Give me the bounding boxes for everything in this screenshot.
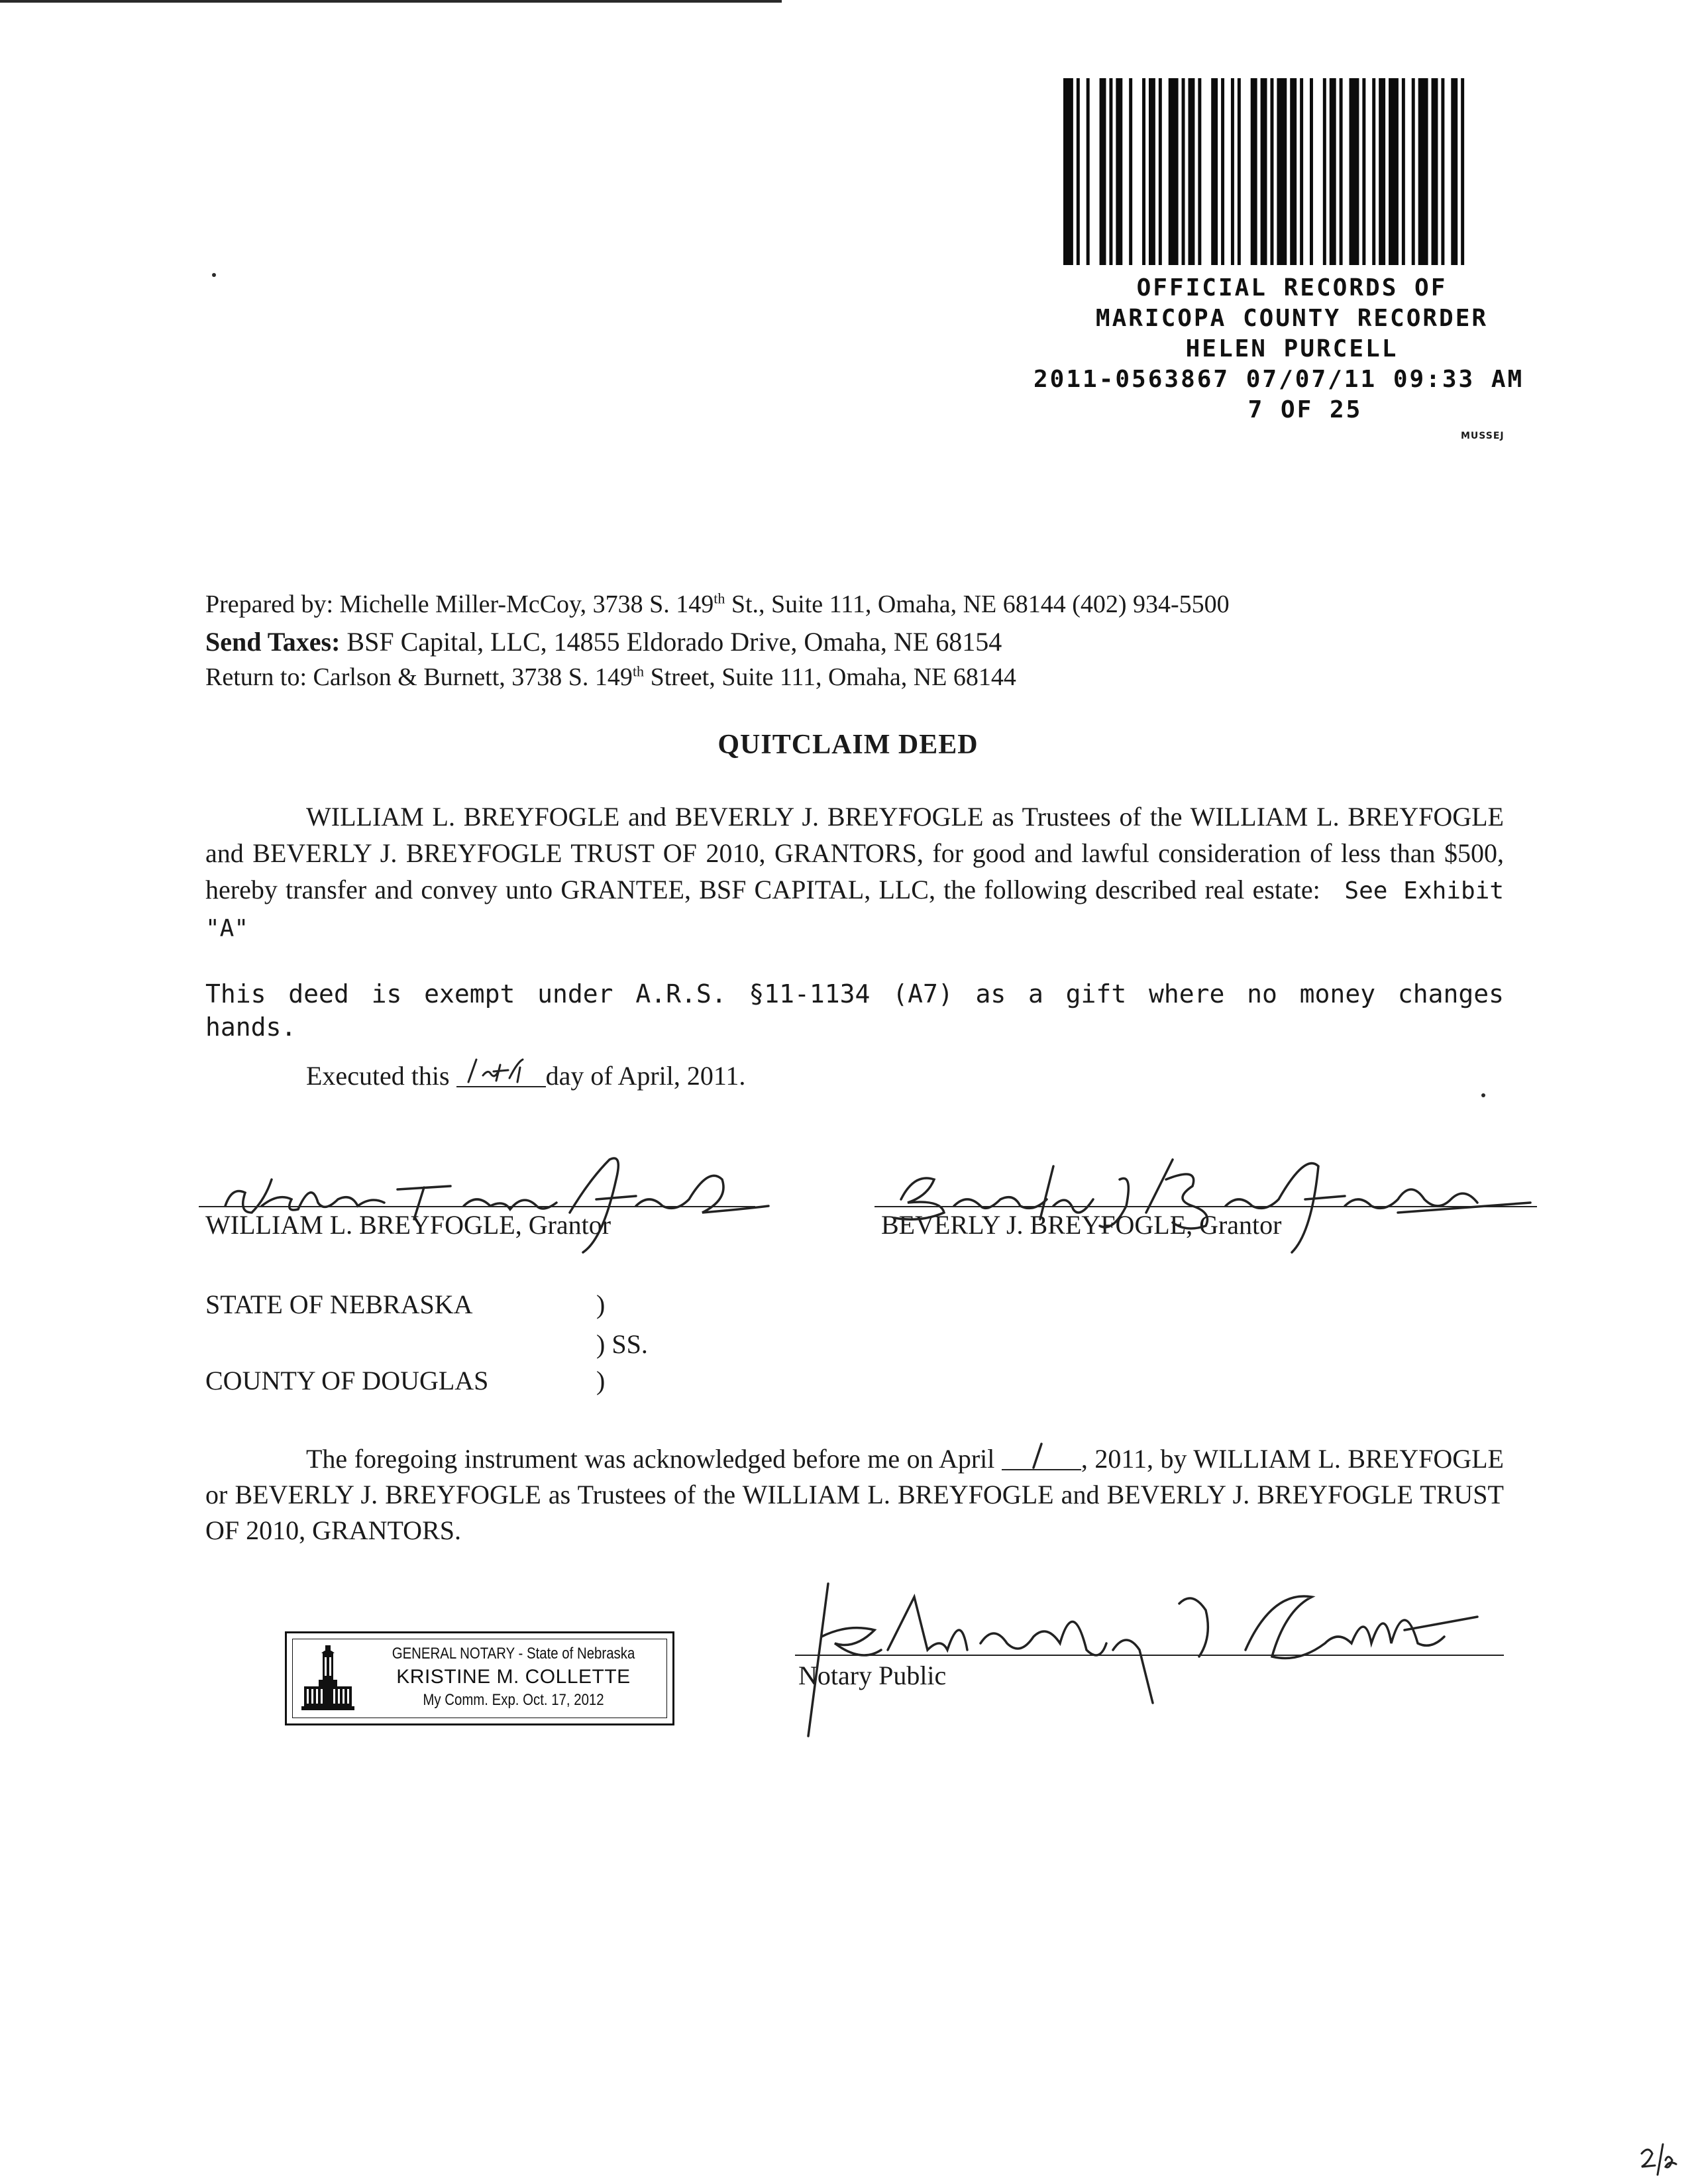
stamp-notary-name: KRISTINE M. COLLETTE (396, 1666, 631, 1688)
ack-day-handwriting (1002, 1439, 1081, 1472)
barcode-bar (1221, 78, 1224, 265)
barcode-bar (1149, 78, 1155, 265)
barcode-bar (1086, 78, 1090, 265)
venue-ss: ) SS. (596, 1329, 648, 1359)
send-taxes-line (205, 626, 1002, 657)
recorder-line-1: OFFICIAL RECORDS OF (1136, 274, 1448, 301)
conveyance-paragraph (205, 798, 1504, 947)
barcode-bar (1077, 78, 1080, 265)
recorder-line-3: HELEN PURCELL (1185, 335, 1399, 362)
exhibit-reference: See Exhibit "A" (205, 877, 1505, 942)
stamp-notary-type: GENERAL NOTARY - State of Nebraska (392, 1645, 635, 1663)
prepared-by-value: Michelle Miller-McCoy, 3738 S. 149th St., Suite 111, Omaha, NE 68144 (402) 934-5500 (339, 590, 1230, 618)
recording-number: 2011-0563867 07/07/11 09:33 AM (1034, 366, 1524, 393)
exemption-statement: This deed is exempt under A.R.S. §11-1134 (A7) as a gift where no money changes hands. (205, 979, 1504, 1042)
send-taxes-value: BSF Capital, LLC, 14855 Eldorado Drive, Omaha, NE 68154 (346, 627, 1002, 657)
prepared-by-label: Prepared by: (205, 590, 334, 618)
barcode-bar (1372, 78, 1375, 265)
barcode-bar (1198, 78, 1201, 265)
barcode-bar (1432, 78, 1438, 265)
barcode (1063, 78, 1474, 265)
scan-speck (212, 273, 216, 277)
return-to-label: Return to: (205, 663, 307, 691)
barcode-bar (1418, 78, 1428, 265)
barcode-bar (1362, 78, 1365, 265)
barcode-bar (1169, 78, 1179, 265)
barcode-bar (1441, 78, 1444, 265)
executed-day-handwriting (456, 1056, 546, 1089)
clerk-code: MUSSEJ (1461, 431, 1505, 441)
barcode-bar (1323, 78, 1326, 265)
notary-public-label: Notary Public (798, 1661, 947, 1690)
barcode-bar (1310, 78, 1313, 265)
barcode-bar (1109, 78, 1112, 265)
barcode-bar (1261, 78, 1267, 265)
barcode-bar (1389, 78, 1399, 265)
barcode-bar (1402, 78, 1405, 265)
barcode-bar (1300, 78, 1303, 265)
barcode-bar (1188, 78, 1194, 265)
barcode-bar (1412, 78, 1415, 265)
barcode-bar (1350, 78, 1359, 265)
barcode-bar (1182, 78, 1185, 265)
barcode-bar (1251, 78, 1257, 265)
stamp-commission-expiry: My Comm. Exp. Oct. 17, 2012 (423, 1691, 604, 1709)
barcode-bar (1211, 78, 1218, 265)
barcode-bar (1461, 78, 1464, 265)
scan-speck (1481, 1093, 1485, 1097)
page-mark-handwriting (1636, 2140, 1683, 2180)
recording-page: 7 OF 25 (1247, 396, 1363, 423)
barcode-bar (1129, 78, 1132, 265)
barcode-bar (1290, 78, 1297, 265)
venue-state: STATE OF NEBRASKA (205, 1289, 473, 1319)
capitol-building-icon (300, 1643, 356, 1716)
barcode-bar (1238, 78, 1241, 265)
barcode-bar (1142, 78, 1145, 265)
barcode-bar (1063, 78, 1073, 265)
notary-signature (782, 1570, 1510, 1743)
prepared-by-line (205, 590, 1230, 619)
grantor2-label: BEVERLY J. BREYFOGLE, Grantor (881, 1210, 1282, 1240)
recorder-block (994, 273, 1590, 425)
barcode-bar (1330, 78, 1336, 265)
venue-paren-bottom: ) (596, 1366, 606, 1395)
return-to-line (205, 663, 1016, 692)
ack-day-blank (1002, 1448, 1081, 1470)
acknowledgment-paragraph (205, 1441, 1504, 1549)
document-title: QUITCLAIM DEED (717, 730, 979, 760)
return-to-value: Carlson & Burnett, 3738 S. 149th Street, Suite 111, Omaha, NE 68144 (313, 663, 1016, 691)
notary-stamp (285, 1631, 674, 1725)
ack-part2: , 2011, by WILLIAM L. BREYFOGLE or BEVERLY J. BREYFOGLE as Trustees of the WILLIAM L. BREYFOGLE and BEVERLY J. BREYFOGLE TRUST OF 2010, GRANTORS. (205, 1444, 1504, 1545)
grantor1-signature (199, 1140, 755, 1259)
scan-edge-line (0, 0, 782, 3)
send-taxes-label: Send Taxes: (205, 627, 341, 657)
barcode-bar (1270, 78, 1273, 265)
executed-suffix: day of April, 2011. (545, 1061, 746, 1091)
recorder-line-2: MARICOPA COUNTY RECORDER (1095, 305, 1489, 332)
barcode-bar (1100, 78, 1106, 265)
venue-paren-top: ) (596, 1289, 606, 1319)
executed-line (306, 1060, 745, 1091)
barcode-bar (1159, 78, 1162, 265)
executed-prefix: Executed this (306, 1061, 450, 1091)
barcode-bar (1451, 78, 1458, 265)
grantor1-label: WILLIAM L. BREYFOGLE, Grantor (205, 1210, 611, 1240)
barcode-bar (1231, 78, 1234, 265)
venue-county: COUNTY OF DOUGLAS (205, 1366, 489, 1395)
ack-part1: The foregoing instrument was acknowledged before me on April (306, 1444, 995, 1474)
executed-day-blank (456, 1065, 546, 1087)
barcode-bar (1379, 78, 1385, 265)
barcode-bar (1116, 78, 1122, 265)
conveyance-text: WILLIAM L. BREYFOGLE and BEVERLY J. BREYFOGLE as Trustees of the WILLIAM L. BREYFOGLE and BEVERLY J. BREYFOGLE TRUST OF 2010, GRANTORS, for good and lawful consideration of less than $500, hereby transfer and convey unto GRANTEE, BSF CAPITAL, LLC, the following described real estate: (205, 802, 1504, 904)
grantor2-signature (881, 1140, 1530, 1259)
barcode-bar (1277, 78, 1287, 265)
barcode-bar (1340, 78, 1343, 265)
